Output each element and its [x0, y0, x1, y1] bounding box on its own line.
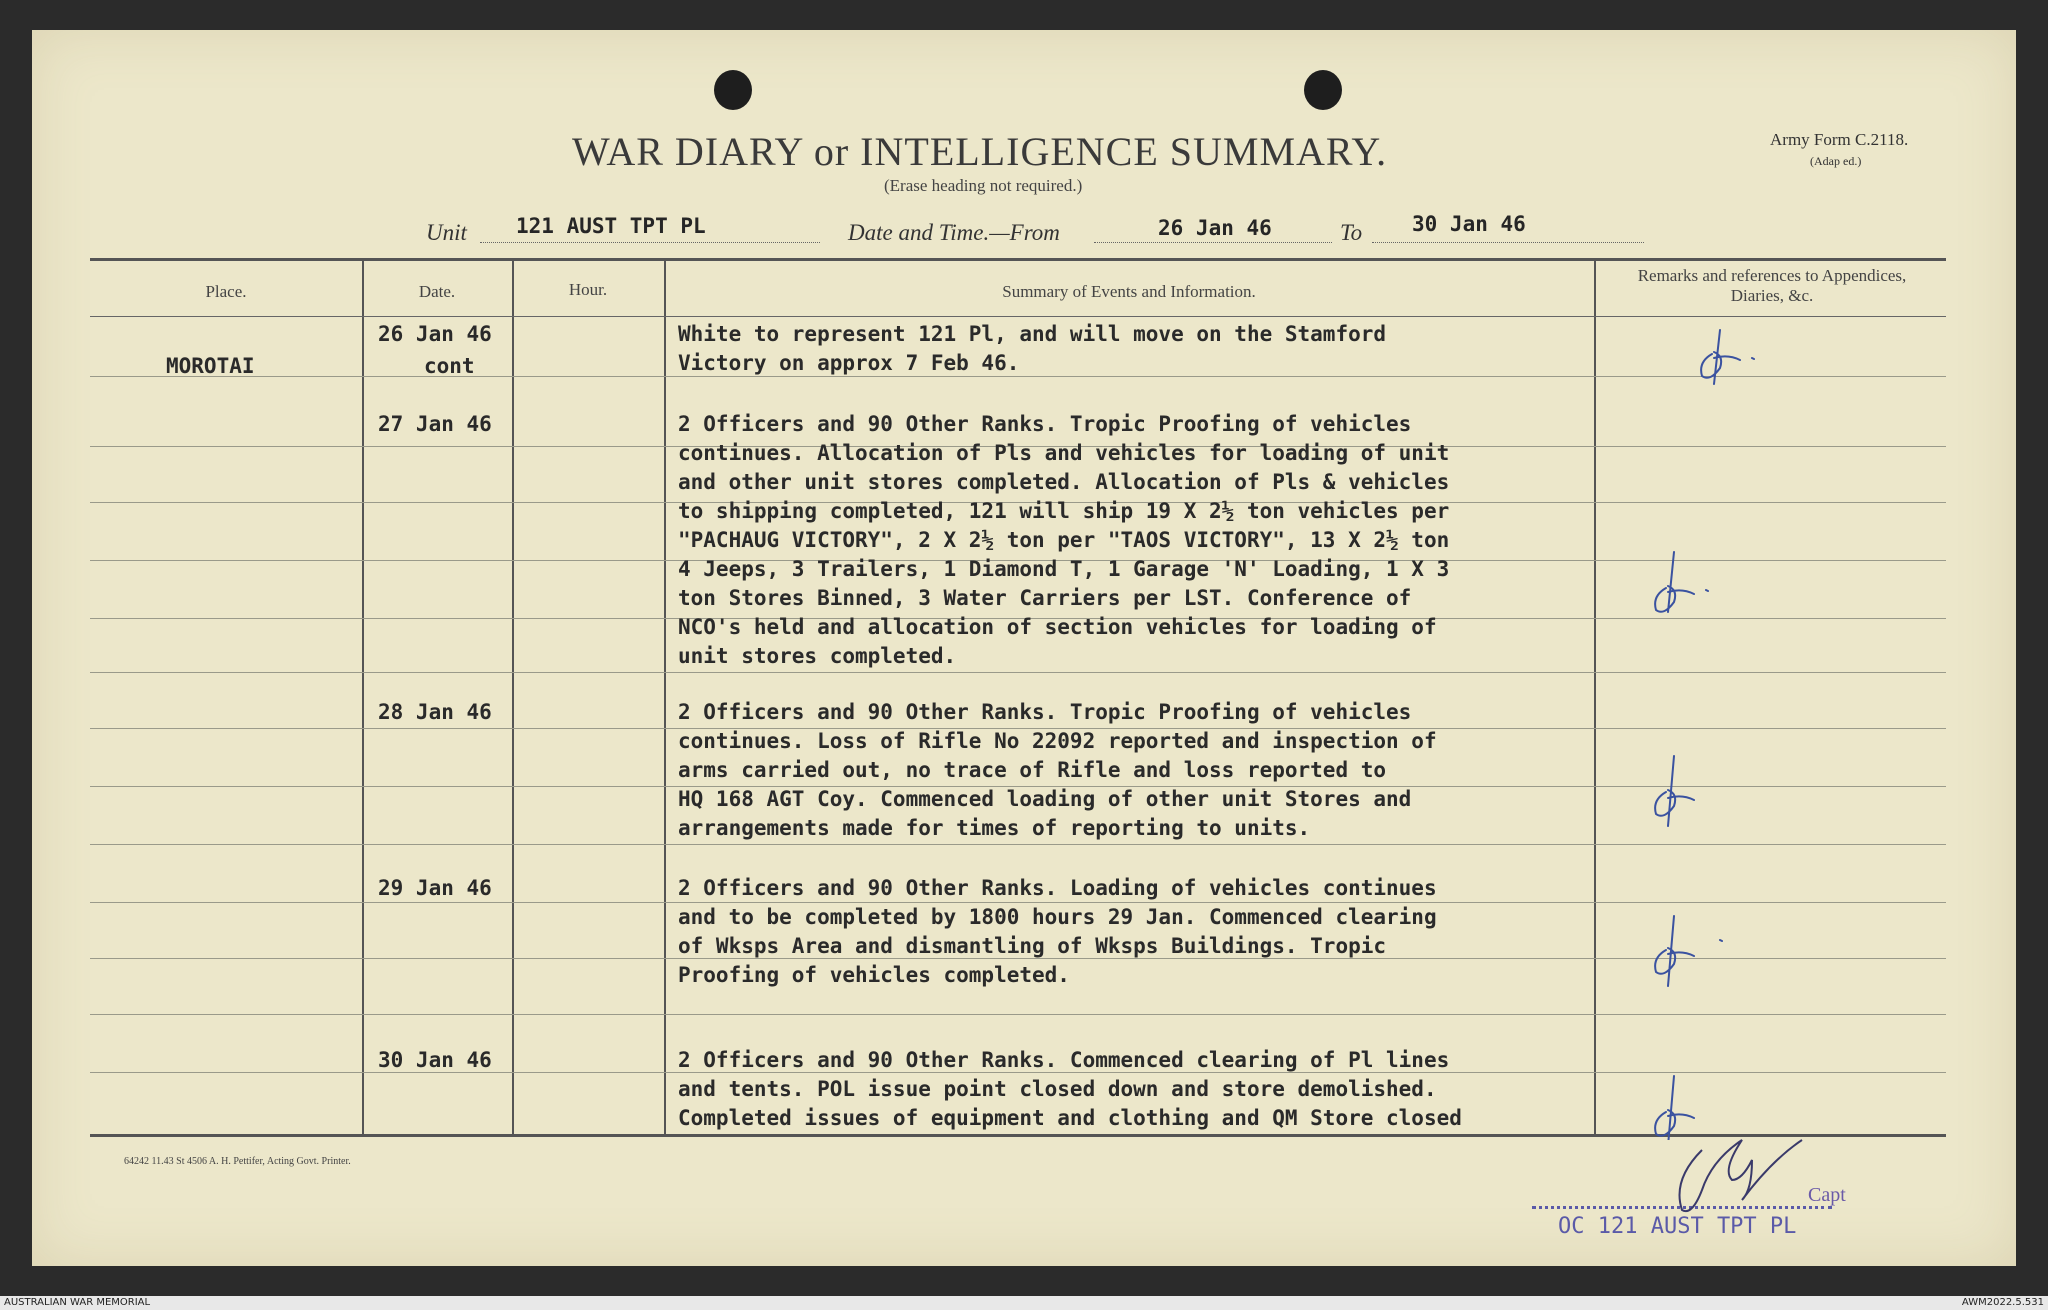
- unit-stamp: OC 121 AUST TPT PL: [1558, 1214, 1797, 1239]
- entry-1-place: MOROTAI: [166, 354, 255, 378]
- entry-line: of Wksps Area and dismantling of Wksps Buildings. Tropic: [678, 934, 1387, 958]
- col-divider-hour-summary: [664, 261, 666, 1134]
- archive-footer-right: AWM2022.5.531: [1961, 1297, 2044, 1308]
- entry-5-text: [678, 1046, 1462, 1133]
- date-to-label: To: [1340, 220, 1363, 245]
- entry-4-text: [678, 874, 1437, 990]
- form-adapted-note: (Adap ed.): [1810, 154, 1862, 168]
- initials-mark: [1701, 330, 1754, 384]
- date-to-value: 30 Jan 46: [1412, 212, 1526, 236]
- entry-line: NCO's held and allocation of section vehicles for loading of: [678, 615, 1437, 639]
- entry-line: Victory on approx 7 Feb 46.: [678, 351, 1020, 375]
- date-from-label: Date and Time.—From: [848, 220, 1060, 245]
- form-subtitle: (Erase heading not required.): [884, 176, 1083, 195]
- entry-line: arrangements made for times of reporting to units.: [678, 816, 1311, 840]
- date-to-rule: [1372, 242, 1644, 243]
- unit-value: 121 AUST TPT PL: [516, 214, 706, 238]
- entry-line: HQ 168 AGT Coy. Commenced loading of other unit Stores and: [678, 787, 1412, 811]
- form-number: Army Form C.2118.: [1770, 130, 1909, 149]
- entry-line: 2 Officers and 90 Other Ranks. Commenced clearing of Pl lines: [678, 1048, 1450, 1072]
- signature-rank: Capt: [1808, 1184, 1846, 1206]
- entry-3-date: 28 Jan 46: [378, 700, 492, 724]
- entry-line: to shipping completed, 121 will ship 19 X 2½ ton vehicles per: [678, 499, 1450, 523]
- entry-line: and tents. POL issue point closed down and store demolished.: [678, 1077, 1437, 1101]
- column-header-remarks: Remarks and references to Appendices, Diaries, &c.: [1637, 266, 1907, 305]
- col-divider-date-hour: [512, 261, 514, 1134]
- entry-3-text: [678, 698, 1437, 843]
- entry-line: continues. Allocation of Pls and vehicles for loading of unit: [678, 441, 1450, 465]
- entry-line: continues. Loss of Rifle No 22092 reported and inspection of: [678, 729, 1437, 753]
- date-from-value: 26 Jan 46: [1158, 216, 1272, 240]
- table-top-rule: [90, 258, 1946, 261]
- form-title: WAR DIARY or INTELLIGENCE SUMMARY.: [572, 129, 1388, 174]
- entry-line: "PACHAUG VICTORY", 2 X 2½ ton per "TAOS VICTORY", 13 X 2½ ton: [678, 528, 1450, 552]
- entry-5-date: 30 Jan 46: [378, 1048, 492, 1072]
- entry-1-date-note: cont: [424, 354, 475, 378]
- punch-hole-left: [714, 70, 752, 110]
- entry-line: unit stores completed.: [678, 644, 957, 668]
- entry-2-text: [678, 410, 1449, 671]
- entry-4-date: 29 Jan 46: [378, 876, 492, 900]
- entry-line: 2 Officers and 90 Other Ranks. Tropic Proofing of vehicles: [678, 700, 1412, 724]
- date-from-rule: [1094, 242, 1332, 243]
- entry-line: 4 Jeeps, 3 Trailers, 1 Diamond T, 1 Garage 'N' Loading, 1 X 3: [678, 557, 1450, 581]
- initials-mark: [1655, 756, 1694, 826]
- archive-footer: [0, 1296, 2048, 1310]
- printer-imprint: 64242 11.43 St 4506 A. H. Pettifer, Acting Govt. Printer.: [124, 1156, 351, 1167]
- entry-line: arms carried out, no trace of Rifle and loss reported to: [678, 758, 1387, 782]
- header-bottom-rule: [90, 316, 1946, 317]
- signature: [1632, 1110, 1832, 1230]
- entry-line: Completed issues of equipment and clothing and QM Store closed: [678, 1106, 1462, 1130]
- column-header-hour: Hour.: [568, 280, 608, 299]
- diary-page: [32, 30, 2016, 1266]
- remarks-initials: [1602, 320, 1942, 1140]
- column-header-date: Date.: [418, 282, 456, 301]
- column-header-place: Place.: [205, 282, 247, 301]
- entry-line: and to be completed by 1800 hours 29 Jan. Commenced clearing: [678, 905, 1437, 929]
- col-divider-place-date: [362, 261, 364, 1134]
- entry-line: Proofing of vehicles completed.: [678, 963, 1070, 987]
- col-divider-summary-remarks: [1594, 261, 1596, 1134]
- entry-line: 2 Officers and 90 Other Ranks. Tropic Proofing of vehicles: [678, 412, 1412, 436]
- initials-mark: [1655, 916, 1722, 986]
- entry-2-date: 27 Jan 46: [378, 412, 492, 436]
- entry-line: 2 Officers and 90 Other Ranks. Loading of vehicles continues: [678, 876, 1437, 900]
- entry-1-text: [678, 320, 1386, 378]
- archive-footer-left: AUSTRALIAN WAR MEMORIAL: [4, 1297, 151, 1308]
- entry-line: and other unit stores completed. Allocation of Pls & vehicles: [678, 470, 1450, 494]
- unit-label: Unit: [426, 220, 467, 245]
- entry-1-date: 26 Jan 46: [378, 322, 492, 346]
- initials-mark: [1655, 552, 1708, 612]
- column-header-summary: Summary of Events and Information.: [1002, 282, 1256, 301]
- punch-hole-right: [1304, 70, 1342, 110]
- entry-line: White to represent 121 Pl, and will move on the Stamford: [678, 322, 1387, 346]
- unit-rule: [480, 242, 820, 243]
- entry-line: ton Stores Binned, 3 Water Carriers per LST. Conference of: [678, 586, 1412, 610]
